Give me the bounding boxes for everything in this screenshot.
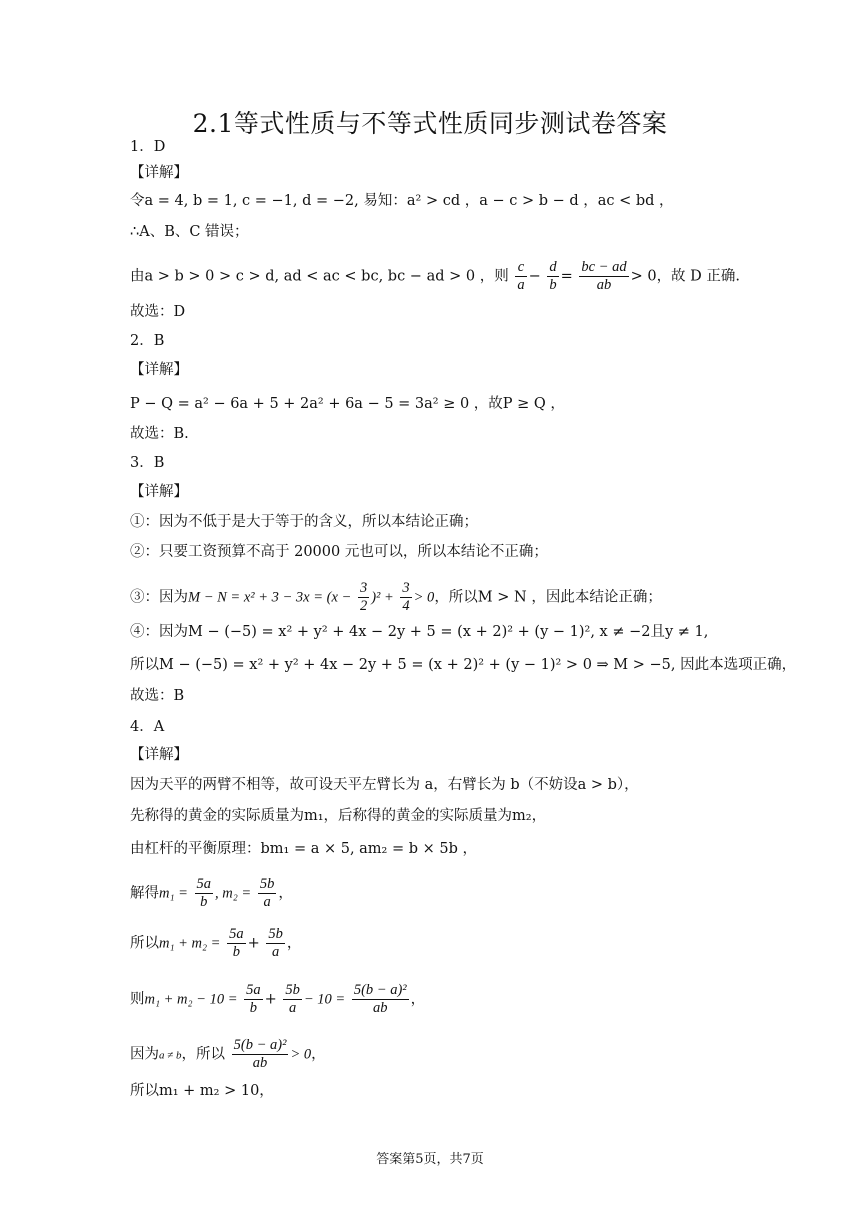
text-line: 所以m₁ + m₂ > 10， xyxy=(130,1083,274,1099)
answer-line: 故选：B. xyxy=(130,426,189,442)
detail-heading: 【详解】 xyxy=(130,747,188,763)
text-segment: 因为 xyxy=(130,1046,159,1063)
question-number: 4．A xyxy=(130,719,165,735)
text-line-with-fraction: 解得m₁ = $\frac{5a}{b}$ , m₂ = $\frac{5b}{a}$ ， xyxy=(130,876,293,910)
fraction: $\frac{5a}{b}$ xyxy=(196,876,212,910)
answer-line: 故选：B xyxy=(130,688,185,704)
detail-heading: 【详解】 xyxy=(130,165,188,181)
detail-heading: 【详解】 xyxy=(130,362,188,378)
text-line: ④：因为M − (−5) = x² + y² + 4x − 2y + 5 = (x + 2)² + (y − 1)², x ≠ −2且y ≠ 1, xyxy=(130,624,709,640)
text-line-with-fraction: 因为a ≠ b，所以 $\frac{\text{5(b − a)²}}{ab}$ > 0， xyxy=(130,1037,326,1071)
text-line-with-fraction: 则m₁ + m₂ − 10 = $\frac{5a}{b}$ + $\frac{5b}{a}$ − 10 = $\frac{\text{5(b − a)²}}{ab}$ ， xyxy=(130,982,426,1016)
fraction: $\frac{bc - ad}{ab}$ xyxy=(581,259,627,293)
fraction: $\frac{5b}{a}$ xyxy=(285,982,300,1016)
text-segment: ，所以M > N ，因此本结论正确； xyxy=(434,589,662,606)
text-segment: 所以 xyxy=(130,935,159,952)
text-segment: ③：因为 xyxy=(130,589,188,606)
text-segment: ，故 D 正确. xyxy=(656,268,741,285)
fraction: $\frac{5a}{b}$ xyxy=(246,982,261,1016)
text-segment: 解得 xyxy=(130,885,159,902)
fraction: $\frac{5b}{a}$ xyxy=(268,926,283,960)
text-line: 所以M − (−5) = x² + y² + 4x − 2y + 5 = (x + 2)² + (y − 1)² > 0 ⇒ M > −5, 因此本选项正确， xyxy=(130,657,797,673)
text-line: 由杠杆的平衡原理：bm₁ = a × 5, am₂ = b × 5b ， xyxy=(130,841,478,857)
fraction: $\frac{5a}{b}$ xyxy=(229,926,244,960)
detail-heading: 【详解】 xyxy=(130,484,188,500)
page-footer: 答案第5页，共7页 xyxy=(376,1152,484,1167)
text-line: ②：只要工资预算不高于 20000 元也可以，所以本结论不正确； xyxy=(130,544,548,560)
fraction: $\frac{\text{5(b − a)²}}{ab}$ xyxy=(233,1037,287,1071)
fraction: $\frac{c}{a}$ xyxy=(517,259,525,293)
text-segment: 则 xyxy=(130,991,145,1008)
fraction: $\frac{3}{4}$ xyxy=(402,580,410,614)
text-line: ∴A、B、C 错误； xyxy=(130,224,249,240)
answer-line: 故选：D xyxy=(130,304,186,320)
text-line-with-fraction: 所以m₁ + m₂ = $\frac{5a}{b}$ + $\frac{5b}{a}$ ， xyxy=(130,926,302,960)
fraction: $\frac{\text{5(b − a)²}}{ab}$ xyxy=(353,982,407,1016)
text-line: 先称得的黄金的实际质量为m₁，后称得的黄金的实际质量为m₂， xyxy=(130,808,547,824)
text-line-with-fraction: 由a > b > 0 > c > d, ad < ac < bc, bc − ad > 0 ，则 $\frac{c}{a}$ − $\frac{d}{b}$ = $\frac{bc - ad}{ab}$ > 0，故 D 正确. xyxy=(130,259,741,293)
question-number: 3．B xyxy=(130,455,165,471)
fraction: $\frac{3}{2}$ xyxy=(359,580,368,614)
fraction: $\frac{d}{b}$ xyxy=(549,259,557,293)
text-segment: 由a > b > 0 > c > d, ad < ac < bc, bc − ad > 0 ，则 xyxy=(130,268,509,285)
fraction: $\frac{5b}{a}$ xyxy=(259,876,275,910)
text-line: P − Q = a² − 6a + 5 + 2a² + 6a − 5 = 3a² ≥ 0 ，故P ≥ Q ， xyxy=(130,396,565,412)
text-line: 因为天平的两臂不相等，故可设天平左臂长为 a，右臂长为 b（不妨设a > b）， xyxy=(130,777,639,793)
question-number: 1．D xyxy=(130,139,166,155)
question-number: 2．B xyxy=(130,333,165,349)
page-title: 2.1等式性质与不等式性质同步测试卷答案 xyxy=(192,109,668,138)
text-line: 令a = 4, b = 1, c = −1, d = −2, 易知：a² > cd ，a − c > b − d ，ac < bd ， xyxy=(130,193,674,209)
text-line: ①：因为不低于是大于等于的含义，所以本结论正确； xyxy=(130,514,478,530)
text-line-with-fraction: ③：因为M − N = x² + 3 − 3x = (x − $\frac{3}{2}$ )² + $\frac{3}{4}$ > 0，所以M > N ，因此本结论正确； xyxy=(130,580,662,614)
